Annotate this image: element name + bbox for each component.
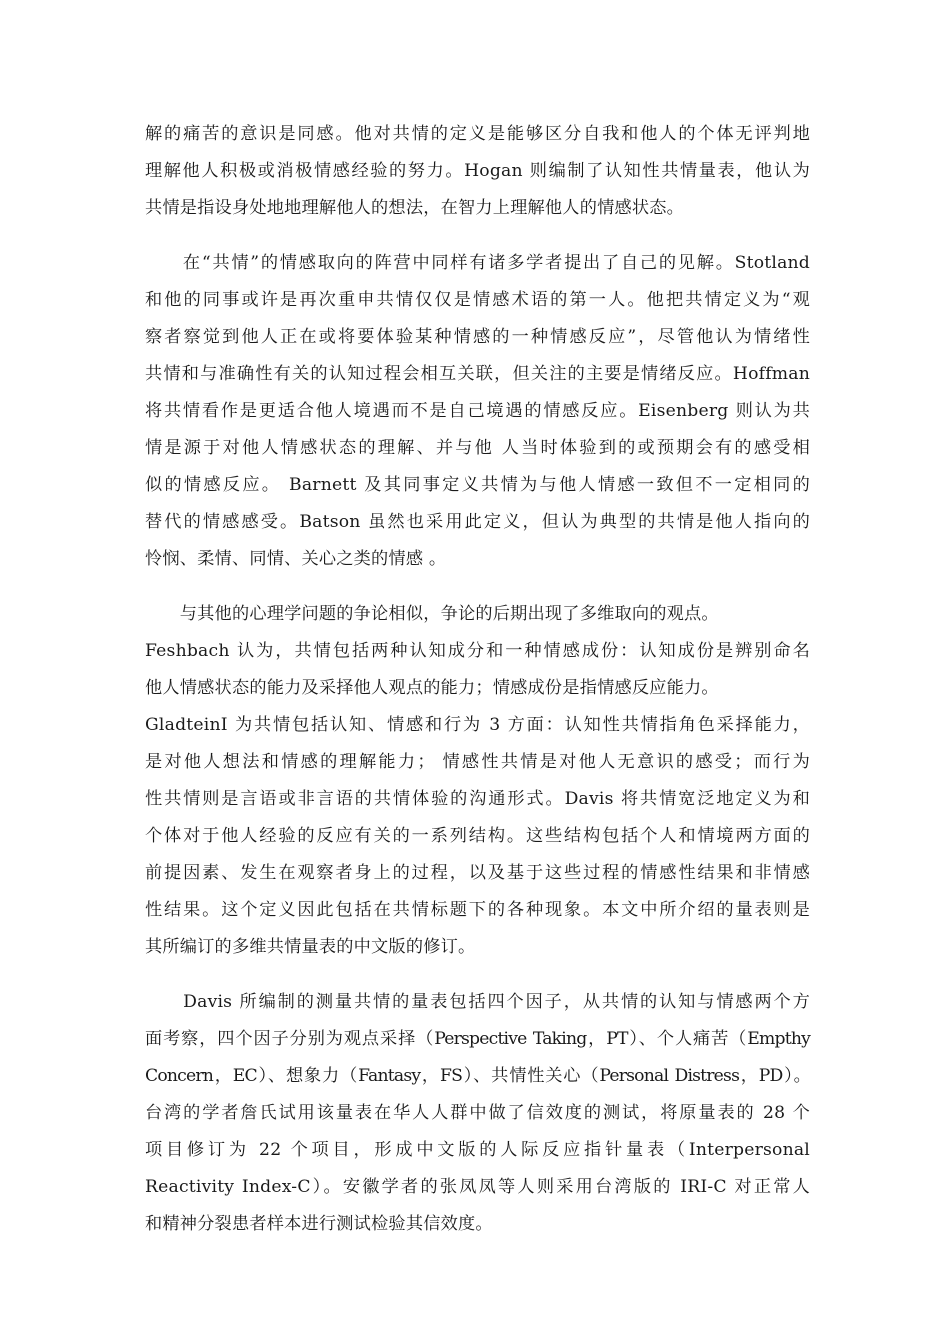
text-line: Reactivity Index-C）。安徽学者的张凤凤等人则采用台湾版的 IRI-C 对正常人: [145, 1177, 810, 1197]
text-line: 在“共情”的情感取向的阵营中同样有诸多学者提出了自己的见解。Stotland: [145, 253, 810, 273]
paragraph-1: [145, 116, 810, 227]
text-line: Davis 所编制的测量共情的量表包括四个因子，从共情的认知与情感两个方: [145, 992, 810, 1012]
text-line: 和精神分裂患者样本进行测试检验其信效度。: [145, 1214, 493, 1234]
body-text: [145, 116, 810, 1261]
text-line: 解的痛苦的意识是同感。他对共情的定义是能够区分自我和他人的个体无评判地: [145, 124, 810, 144]
text-line: 情是源于对他人情感状态的理解、并与他 人当时体验到的或预期会有的感受相: [145, 438, 810, 458]
text-line: 和他的同事或许是再次重申共情仅仅是情感术语的第一人。他把共情定义为“观: [145, 290, 810, 310]
text-line: 察者察觉到他人正在或将要体验某种情感的一种情感反应”，尽管他认为情绪性: [145, 327, 810, 347]
text-line: 个体对于他人经验的反应有关的一系列结构。这些结构包括个人和情境两方面的: [145, 826, 810, 846]
text-line: 共情是指设身处地地理解他人的想法，在智力上理解他人的情感状态。: [145, 198, 685, 218]
text-line: 前提因素、发生在观察者身上的过程，以及基于这些过程的情感性结果和非情感: [145, 863, 810, 883]
paragraph-3: [145, 596, 810, 966]
text-line: 似的情感反应。 Barnett 及其同事定义共情为与他人情感一致但不一定相同的: [145, 475, 810, 495]
text-line: Concern，EC）、想象力（Fantasy，FS）、共情性关心（Personal Distress，PD）。: [145, 1066, 810, 1086]
text-line: 共情和与准确性有关的认知过程会相互关联，但关注的主要是情绪反应。Hoffman: [145, 364, 810, 384]
text-line: Feshbach 认为，共情包括两种认知成分和一种情感成份：认知成份是辨别命名: [145, 641, 810, 661]
text-line: GladteinI 为共情包括认知、情感和行为 3 方面：认知性共情指角色采择能力，: [145, 715, 810, 735]
text-line: 台湾的学者詹氏试用该量表在华人人群中做了信效度的测试，将原量表的 28 个: [145, 1103, 810, 1123]
text-line: 其所编订的多维共情量表的中文版的修订。: [145, 937, 476, 957]
text-line: 怜悯、柔情、同情、关心之类的情感 。: [145, 549, 447, 569]
text-line: 项目修订为 22 个项目，形成中文版的人际反应指针量表（Interpersonal: [145, 1140, 810, 1160]
text-line: 他人情感状态的能力及采择他人观点的能力；情感成份是指情感反应能力。: [145, 678, 719, 698]
text-line: 面考察，四个因子分别为观点采择（Perspective Taking，PT）、个人痛苦（Empthy: [145, 1029, 810, 1049]
paragraph-4: [145, 984, 810, 1243]
text-line: 性共情则是言语或非言语的共情体验的沟通形式。Davis 将共情宽泛地定义为和: [145, 789, 810, 809]
text-line: 与其他的心理学问题的争论相似，争论的后期出现了多维取向的观点。: [145, 604, 719, 624]
text-line: 替代的情感感受。Batson 虽然也采用此定义，但认为典型的共情是他人指向的: [145, 512, 810, 532]
text-line: 性结果。这个定义因此包括在共情标题下的各种现象。本文中所介绍的量表则是: [145, 900, 810, 920]
paragraph-2: [145, 245, 810, 578]
text-line: 理解他人积极或消极情感经验的努力。Hogan 则编制了认知性共情量表，他认为: [145, 161, 810, 181]
text-line: 是对他人想法和情感的理解能力； 情感性共情是对他人无意识的感受；而行为: [145, 752, 810, 772]
text-line: 将共情看作是更适合他人境遇而不是自己境遇的情感反应。Eisenberg 则认为共: [145, 401, 810, 421]
